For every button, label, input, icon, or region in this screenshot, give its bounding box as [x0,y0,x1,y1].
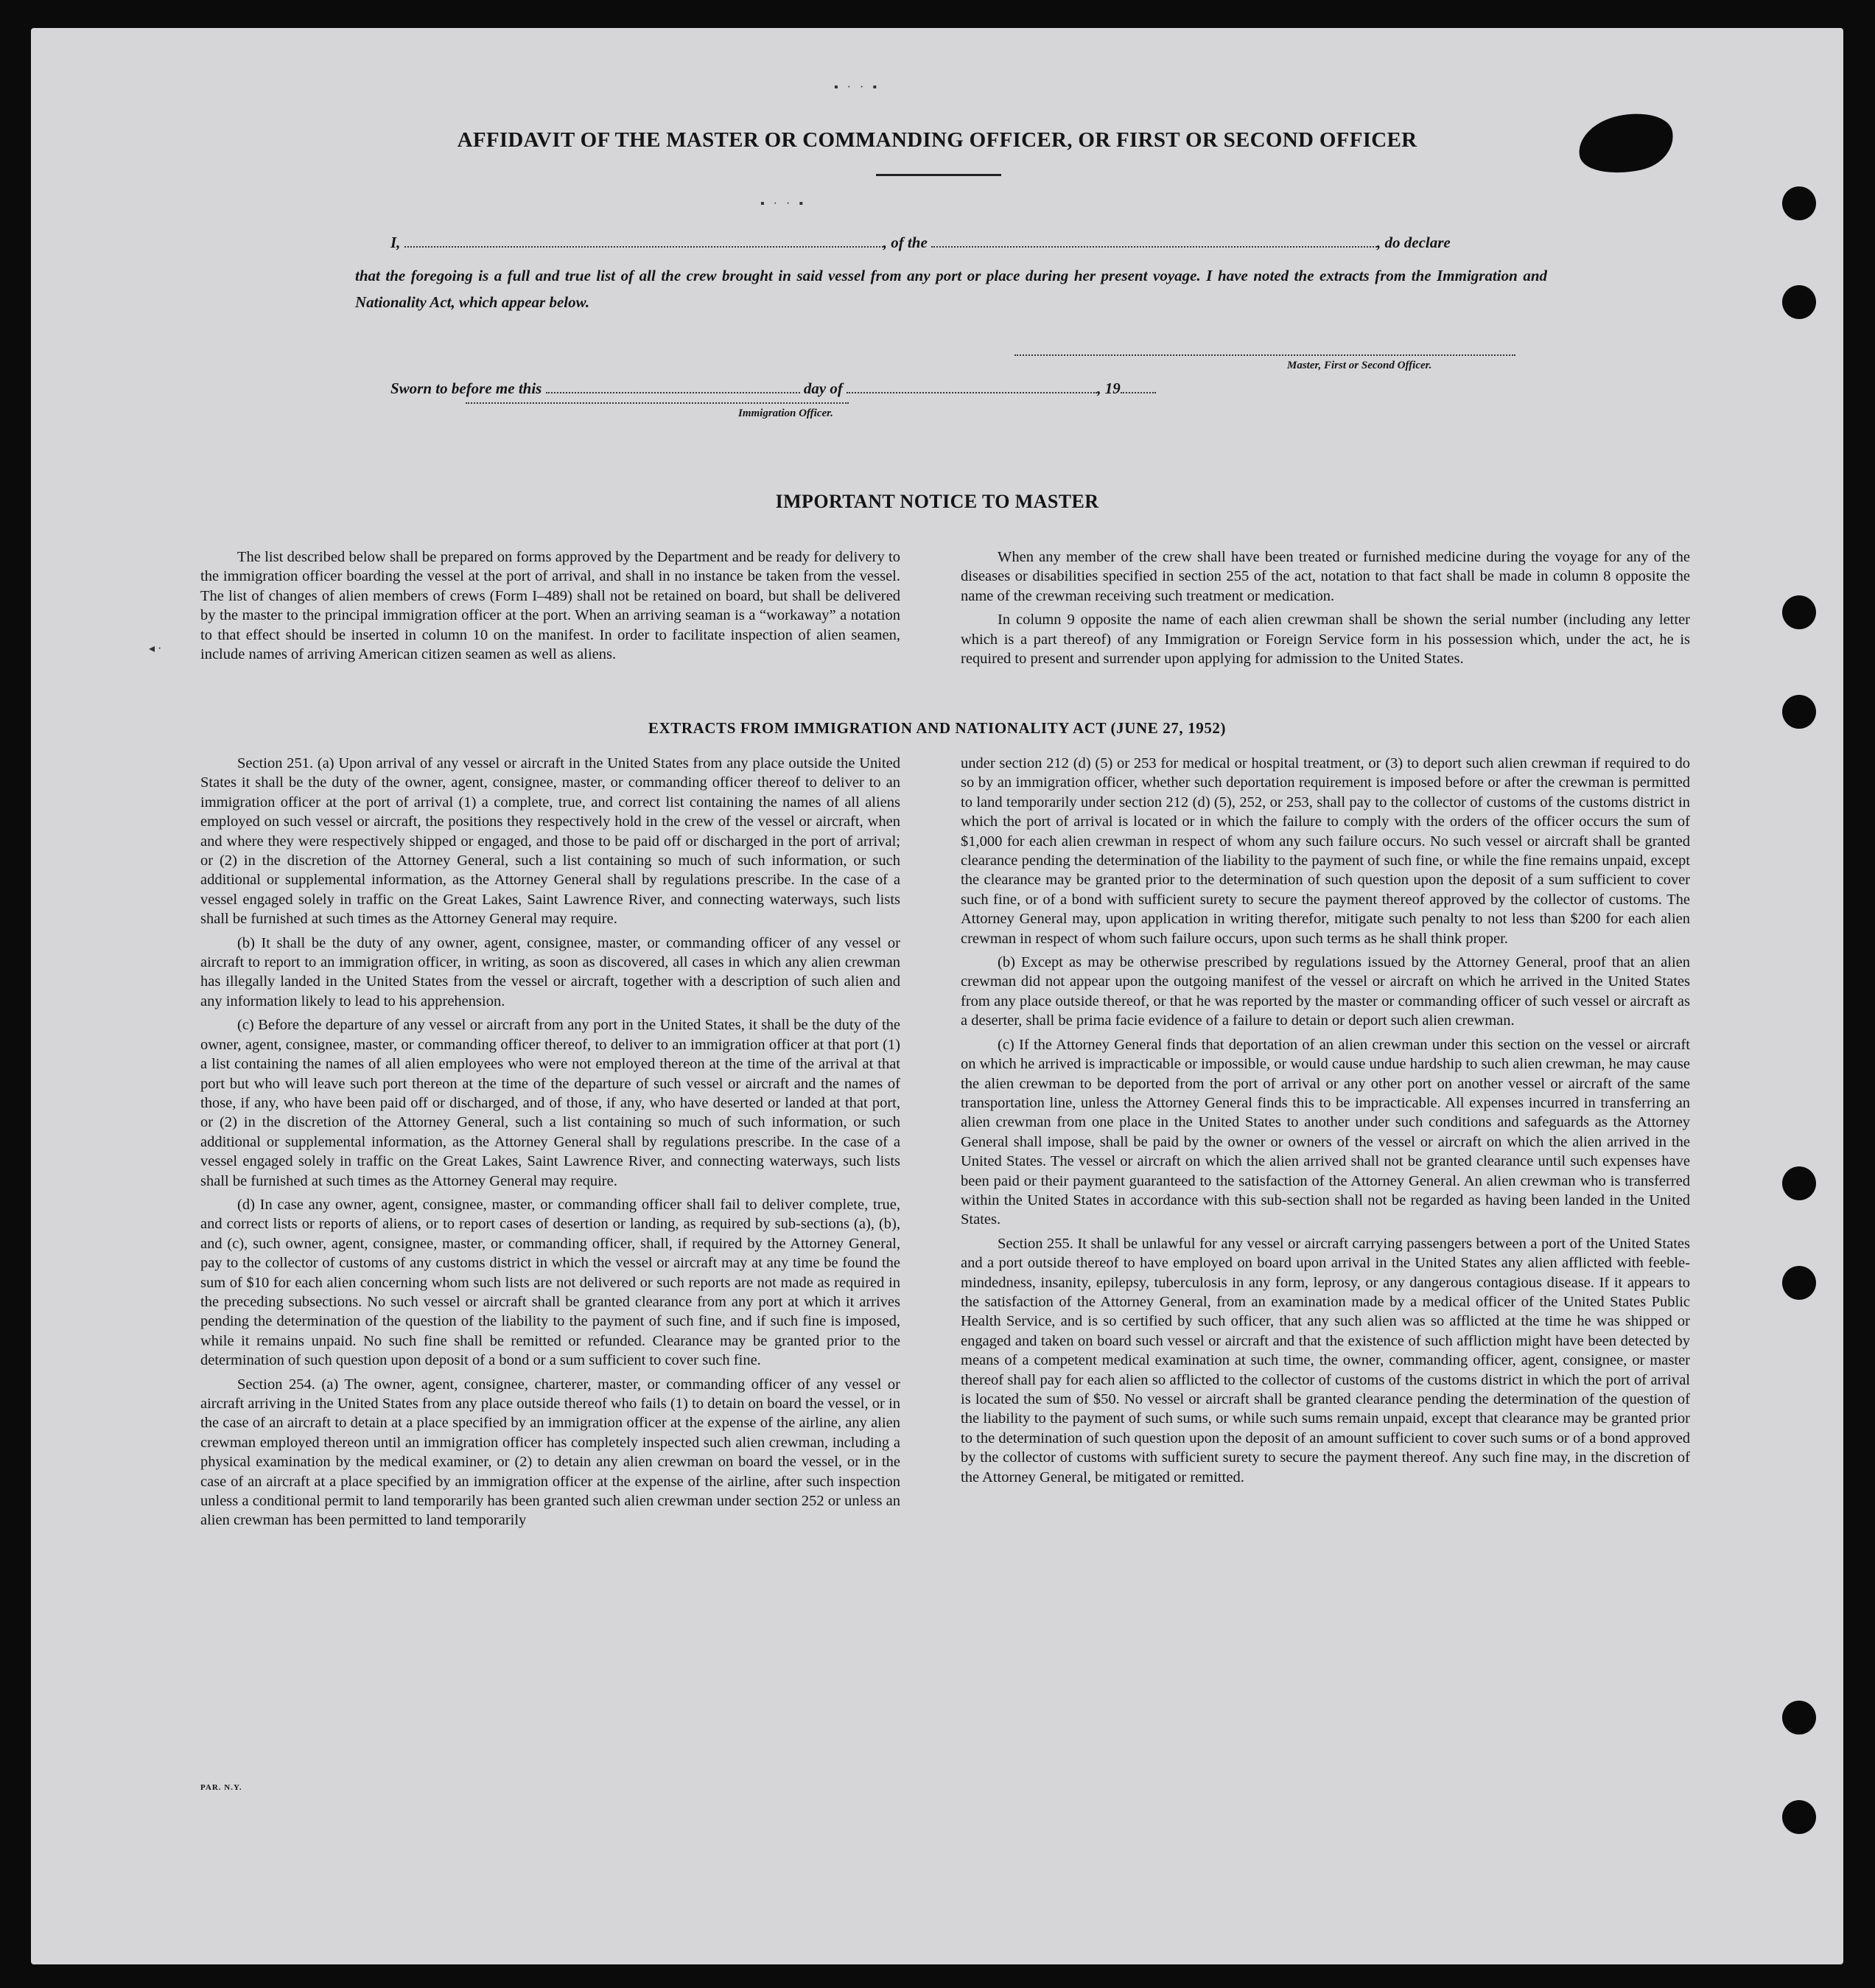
sworn-month-field[interactable] [847,379,1097,393]
punch-hole [1782,595,1816,629]
section-251-d: (d) In case any owner, agent, consignee, master, or commanding officer shall fail to deliver complete, true, and correct lists or reports of aliens, or to report cases of desertion or landing, as required by sub-sections (a), (b), and (c), such owner, agent, consignee, master, or commanding officer, shall, if required by the Attorney General, pay to the collector of customs of any customs district in which the vessel or aircraft may at any time be found the sum of $10 for each alien concerning whom such lists are not delivered or such reports are not made as required in the preceding subsections. No such vessel or aircraft shall be granted clearance from any port at which it arrives pending the determination of the question of the liability to the payment of such fine, and if such fine is imposed, while it remains unpaid. No such fine shall be remitted or refunded. Clearance may be granted prior to the determination of such question upon deposit of a bond or a sum sufficient to cover such fine. [200,1196,900,1369]
of-the-label: , of the [883,234,928,251]
punch-hole [1782,1166,1816,1200]
notice-right-paragraph-2: In column 9 opposite the name of each alien crewman shall be shown the serial number (including any letter which is a part thereof) of any Immigration or Foreign Service form in his possession which, under the act, he is required to present and surrender upon applying for admission to the United States. [961,612,1690,668]
master-signature-line[interactable] [1014,354,1515,356]
notice-left-column [200,547,900,668]
sworn-year-field[interactable] [1121,379,1156,393]
vessel-field[interactable] [931,233,1377,248]
declaration-line [390,233,1546,252]
section-251-b: (b) It shall be the duty of any owner, agent, consignee, master, or commanding officer of any vessel or aircraft to report to an immigration officer, in writing, as soon as discovered, all cases in which any alien crewman has illegally landed in the United States from the vessel or aircraft, together with a description of such alien and any information likely to lead to his apprehension. [200,934,900,1009]
printer-mark: PAR. N.Y. [200,1783,242,1792]
punch-hole [1782,1266,1816,1300]
section-254-a-continued: under section 212 (d) (5) or 253 for medical or hospital treatment, or (3) to deport such alien crewman if required to do so by an immigration officer, whether such deportation requirement is imposed before or after the crewman is permitted to land temporarily under section 212 (d) (5), 252, or 253, shall pay to the collector of customs of the customs district in which the port of arrival is located or in which the failure to comply with the orders of the officer occurs the sum of $1,000 for each alien crewman in respect of whom any such failure occurs. No such vessel or aircraft shall be granted clearance pending the determination of the liability to the payment of such fine, or while the fine remains unpaid, except the clearance may be granted prior to the determination of such question upon the deposit of a sum sufficient to cover such fine, or of a bond with sufficient surety to secure the payment thereof approved by the collector of customs. The Attorney General may, upon application in writing therefor, mitigate such penalty to not less than $200 for each alien crewman in respect of whom such failure occurs, upon such terms as he shall think proper. [961,755,1690,947]
punch-hole [1782,285,1816,319]
i-prefix: I, [390,234,401,251]
affidavit-title: AFFIDAVIT OF THE MASTER OR COMMANDING OFFICER, OR FIRST OR SECOND OFFICER [457,128,1417,152]
print-smudge: ◂· [149,643,165,655]
section-254-c: (c) If the Attorney General finds that deportation of an alien crewman under this section on the vessel or aircraft on which he arrived is impracticable or impossible, or would cause undue hardship to such alien crewman, he may cause the alien crewman to be deported from the port of arrival or any other port on another vessel or aircraft of the same transportation line, unless the Attorney General finds this to be impracticable. All expenses incurred in transferring an alien crewman from one place in the United States to another under such conditions and safeguards as the Attorney General shall impose, shall be paid by the owner or owners of the vessel or aircraft on which the alien arrived in the United States. The vessel or aircraft on which the alien arrived shall not be granted clearance until such expenses have been paid or their payment guaranteed to the satisfaction of the Attorney General. An alien crewman who is transferred within the United States in accordance with this sub-section shall not be regarded as having been landed in the United States. [961,1036,1690,1228]
sworn-line [390,379,1275,398]
do-declare-label: , do declare [1377,234,1451,251]
year-prefix: , 19 [1097,379,1121,397]
section-254-a: Section 254. (a) The owner, agent, consignee, charterer, master, or commanding officer of any vessel or aircraft arriving in the United States from any place outside thereof who fails (1) to detain on board the vessel, or in the case of an aircraft to detain at a place specified by an immigration officer at the expense of the airline, any alien crewman employed thereon until an immigration officer has completely inspected such alien crewman, including a physical examination by the medical examiner, or (2) to detain any alien crewman on board the vessel, or in the case of an aircraft at a place specified by an immigration officer at the expense of the airline, after such inspection unless a conditional permit to land temporarily has been granted such alien crewman under section 252 or unless an alien crewman has been permitted to land temporarily [200,1376,900,1529]
section-255: Section 255. It shall be unlawful for any vessel or aircraft carrying passengers between a port of the United States and a port outside thereof to have employed on board upon arrival in the United States any alien afflicted with feeble-mindedness, insanity, epilepsy, tuberculosis in any form, leprosy, or any dangerous contagious disease. If it appears to the satisfaction of the Attorney General, from an examination made by a medical officer of the United States Public Health Service, and is so certified by such officer, that any such alien was so afflicted at the time he was shipped or engaged and taken on board such vessel or aircraft and that the existence of such affliction might have been detected by means of a competent medical examination at such time, the owner, commanding officer, agent, consignee, or master thereof shall pay for each alien so afflicted to the collector of customs of the customs district in which the port of arrival is located the sum of $50. No vessel or aircraft shall be granted clearance pending the determination of the question of the liability to the payment of such sums, or while such sums remain unpaid, except that clearance may be granted prior to the determination of such question upon the deposit of an amount sufficient to cover such sums or of a bond approved by the collector of customs with sufficient surety to secure the payment thereof. Any such fine may, in the discretion of the Attorney General, be mitigated or remitted. [961,1235,1690,1485]
extracts-left-column [200,754,900,1535]
notice-title: IMPORTANT NOTICE TO MASTER [775,491,1099,512]
master-label: Master, First or Second Officer. [1287,360,1432,371]
print-smudge: ▪ · · ▪ [760,197,806,210]
punch-hole [1782,1800,1816,1834]
document-page [31,28,1843,1964]
notice-right-paragraph-1: When any member of the crew shall have been treated or furnished medicine during the voyage for any of the diseases or disabilities specified in section 255 of the act, notation to that fact shall be made in column 8 opposite the name of the crewman receiving such treatment or medication. [961,549,1690,604]
sworn-day-field[interactable] [546,379,800,393]
punch-hole [1782,1701,1816,1735]
section-251-c: (c) Before the departure of any vessel or aircraft from any port in the United States, it shall be the duty of the owner, agent, consignee, master, or commanding officer thereof, to deliver to an immigration officer at that port (1) a list containing the names of all alien employees who were not employed thereon at the time of the arrival at that port but who will leave such port thereon at the time of the departure of such vessel or aircraft and the names of those, if any, who have been paid off or discharged, and of those, if any, who have deserted or landed at that port, or (2) in the discretion of the Attorney General, such a list containing so much of such information, or such additional or supplemental information, as the Attorney General shall by regulations prescribe. In the case of a vessel engaged solely in traffic on the Great Lakes, Saint Lawrence River, and connecting waterways, such lists shall be furnished at such times as the Attorney General may require. [200,1017,900,1189]
officer-signature-line[interactable] [466,402,849,404]
officer-label: Immigration Officer. [738,407,833,419]
title-rule [876,174,1001,176]
notice-right-column [961,547,1690,673]
declaration-text: that the foregoing is a full and true list of all the crew brought in said vessel from any port or place during her present voyage. I have noted the extracts from the Immigration and Nationality Act, which appear below. [355,267,1547,311]
punch-hole [1782,186,1816,220]
sworn-prefix: Sworn to before me this [390,379,542,397]
notice-left-paragraph: The list described below shall be prepared on forms approved by the Department and be ready for delivery to the immigration officer boarding the vessel at the port of arrival, and shall in no instance be taken from the vessel. The list of changes of alien members of crews (Form I–489) shall not be retained on board, but shall be delivered by the master to the principal immigration officer at the port. When an arriving seaman is a “workaway” a notation to that effect should be inserted in column 10 on the manifest. In order to facilitate inspection of alien seamen, include names of arriving American citizen seamen as well as aliens. [200,549,900,663]
section-254-b: (b) Except as may be otherwise prescribed by regulations issued by the Attorney General, proof that an alien crewman did not appear upon the outgoing manifest of the vessel or aircraft on which he arrived in the United States from any place outside thereof, or that he was reported by the master or commanding officer of such vessel or aircraft as a deserter, shall be prima facie evidence of a failure to detain or deport such alien crewman. [961,954,1690,1029]
extracts-right-column [961,754,1690,1491]
name-field[interactable] [404,233,883,248]
section-251-a: Section 251. (a) Upon arrival of any vessel or aircraft in the United States from any place outside the United States it shall be the duty of the owner, agent, consignee, master, or commanding officer thereof to deliver to an immigration officer at the port of arrival (1) a complete, true, and correct list containing the names of all aliens employed on such vessel or aircraft, the positions they respectively hold in the crew of the vessel or aircraft, when and where they were respectively shipped or engaged, and those to be paid off or discharged in the port of arrival; or (2) in the discretion of the Attorney General, such a list containing so much of such information, or such additional or supplemental information, as the Attorney General shall by regulations prescribe. In the case of a vessel engaged solely in traffic on the Great Lakes, Saint Lawrence River, and connecting waterways, such lists shall be furnished at such times as the Attorney General may require. [200,755,900,928]
extracts-title: EXTRACTS FROM IMMIGRATION AND NATIONALITY ACT (JUNE 27, 1952) [648,719,1227,737]
day-of-label: day of [803,379,843,397]
print-smudge: ▪ · · ▪ [834,81,880,94]
